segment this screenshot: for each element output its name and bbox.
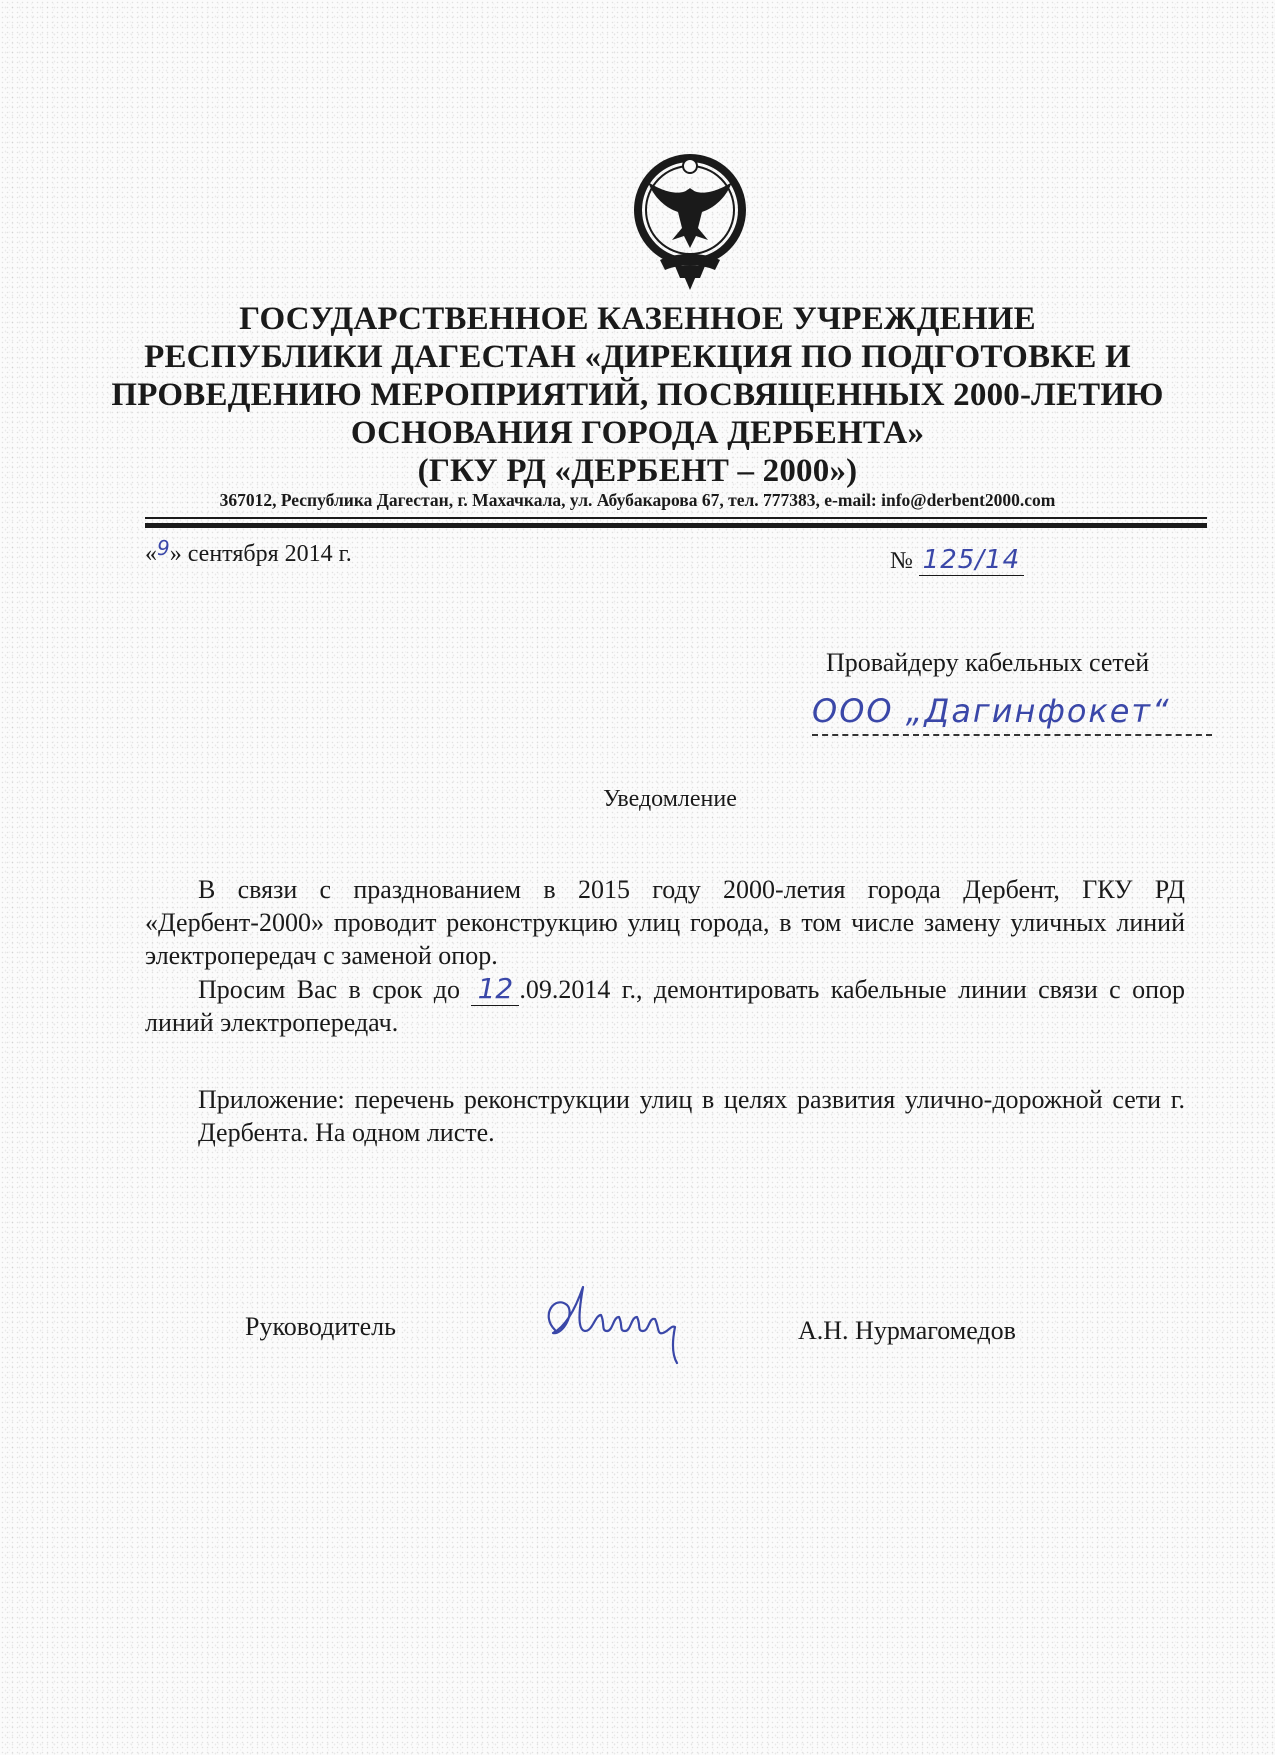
recipient-org-handwritten: ООО „Дагинфокет“: [812, 692, 1212, 736]
signatory-name: А.Н. Нурмагомедов: [798, 1316, 1016, 1345]
date-open-quote: «: [145, 541, 157, 567]
title-line: РЕСПУБЛИКИ ДАГЕСТАН «ДИРЕКЦИЯ ПО ПОДГОТОВКЕ И: [144, 339, 1131, 375]
letter-body: [145, 873, 1185, 1039]
title-line: ОСНОВАНИЯ ГОРОДА ДЕРБЕНТА»: [350, 415, 925, 451]
handwritten-signature: [535, 1275, 710, 1365]
organization-title: [0, 300, 1275, 490]
date-day-handwritten: 9: [157, 536, 170, 560]
title-line: (ГКУ РД «ДЕРБЕНТ – 2000»): [417, 453, 858, 489]
organization-address: 367012, Республика Дагестан, г. Махачкала, ул. Абубакарова 67, тел. 777383, e-mail: info@derbent2000.com: [219, 490, 1056, 510]
letter-number: [890, 545, 1024, 576]
number-value-handwritten: 125/14: [919, 545, 1024, 576]
title-line: ГОСУДАРСТВЕННОЕ КАЗЕННОЕ УЧРЕЖДЕНИЕ: [239, 301, 1036, 337]
signatory-position: Руководитель: [245, 1312, 396, 1341]
deadline-day-handwritten: 12: [471, 972, 519, 1006]
date-rest: » сентября 2014 г.: [169, 541, 352, 567]
header-divider-thin: [145, 517, 1207, 519]
number-label: №: [890, 548, 913, 574]
header-divider-thick: [145, 523, 1207, 528]
body-paragraph: [145, 972, 1185, 1039]
coat-of-arms-emblem: [620, 148, 760, 293]
letter-date: [145, 536, 352, 568]
recipient-label: Провайдеру кабельных сетей: [826, 648, 1150, 677]
body-paragraph: В связи с празднованием в 2015 году 2000-летия города Дербент, ГКУ РД «Дербент-2000» проводит реконструкцию улиц города, в том числе замену уличных линий электропередач с заменой опор.: [145, 875, 1185, 970]
deadline-text-before: Просим Вас в срок до: [198, 975, 472, 1004]
appendix-note: Приложение: перечень реконструкции улиц в целях развития улично-дорожной сети г. Дербента. На одном листе.: [198, 1085, 1185, 1147]
title-line: ПРОВЕДЕНИЮ МЕРОПРИЯТИЙ, ПОСВЯЩЕННЫХ 2000-ЛЕТИЮ: [111, 377, 1164, 413]
document-title: Уведомление: [603, 786, 737, 812]
deadline-text-after: .09.2014 г., демонтировать кабельные линии связи с опор линий электропередач.: [145, 975, 1185, 1037]
